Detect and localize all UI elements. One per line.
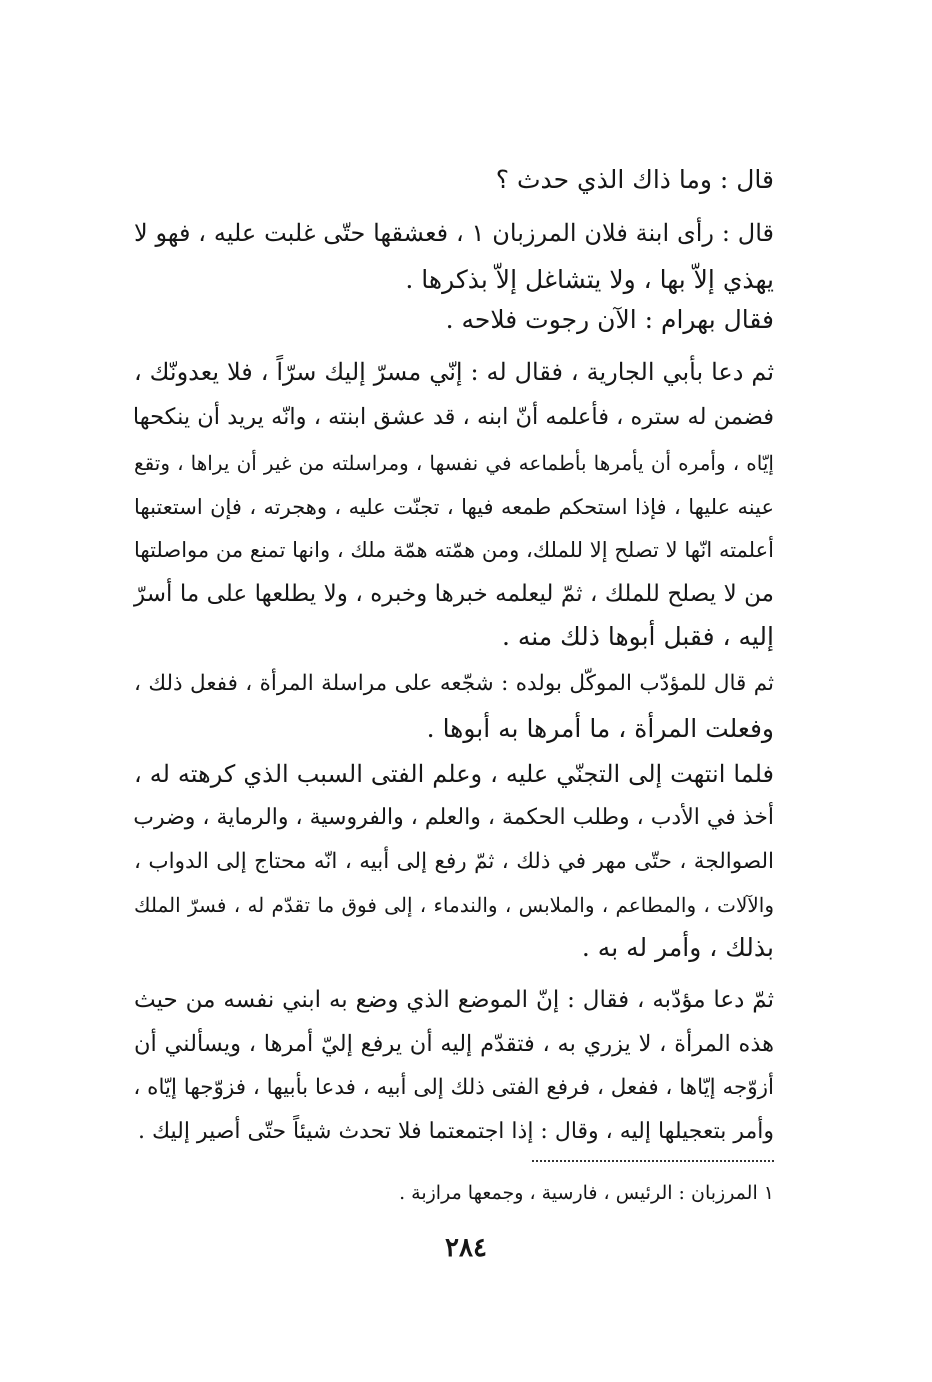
- text-line: من لا يصلح للملك ، ثمّ ليعلمه خبرها وخبره ، ولا يطلعها على ما أسرّ: [134, 581, 774, 607]
- text-line: وفعلت المرأة ، ما أمرها به أبوها .: [426, 714, 774, 743]
- text-line: قال : وما ذاك الذي حدث ؟: [495, 165, 774, 194]
- text-line: ثم قال للمؤدّب الموكّل بولده : شجّعه على مراسلة المرأة ، ففعل ذلك ،: [134, 671, 774, 696]
- text-line: والآلات ، والمطاعم ، والملابس ، والندماء ، إلى فوق ما تقدّم له ، فسرّ الملك: [134, 893, 774, 917]
- text-line: بذلك ، وأمر له به .: [581, 933, 774, 962]
- text-line: إيّاه ، وأمره أن يأمرها بأطماعه في نفسها ، ومراسلته من غير أن يراها ، وتقع: [134, 451, 774, 475]
- text-line: أخذ في الأدب ، وطلب الحكمة ، والعلم ، والفروسية ، والرماية ، وضرب: [133, 805, 774, 830]
- page-number: ٢٨٤: [445, 1233, 487, 1263]
- text-line: فلما انتهت إلى التجنّي عليه ، وعلم الفتى السبب الذي كرهته له ،: [134, 760, 774, 788]
- footnote-separator: [532, 1160, 774, 1162]
- text-line: ثمّ دعا مؤدّبه ، فقال : إنّ الموضع الذي وضع به ابني نفسه من حيث: [134, 987, 774, 1013]
- text-line: أزوّجه إيّاها ، ففعل ، فرفع الفتى ذلك إلى أبيه ، فدعا بأبيها ، فزوّجها إيّاه ،: [133, 1075, 774, 1100]
- footnote: ١ المرزبان : الرئيس ، فارسية ، وجمعها مرازبة .: [399, 1182, 774, 1204]
- text-line: الصوالجة ، حتّى مهر في ذلك ، ثمّ رفع إلى أبيه ، انّه محتاج إلى الدواب ،: [134, 849, 774, 874]
- text-line: وأمر بتعجيلها إليه ، وقال : إذا اجتمعتما فلا تحدث شيئاً حتّى أصير إليك .: [137, 1119, 774, 1144]
- text-line: هذه المرأة ، لا يزري به ، فتقدّم إليه أن يرفع إليّ أمرها ، ويسألني أن: [134, 1031, 774, 1057]
- text-line: قال : رأى ابنة فلان المرزبان ١ ، فعشقها حتّى غلبت عليه ، فهو لا: [134, 219, 774, 247]
- text-line: يهذي إلاّ بها ، ولا يتشاغل إلاّ بذكرها .: [405, 265, 774, 294]
- text-line: ثم دعا بأبي الجارية ، فقال له : إنّي مسرّ إليك سرّاً ، فلا يعدونّك ،: [134, 358, 774, 386]
- text-line: أعلمته انّها لا تصلح إلا للملك، ومن همّته همّة ملك ، وانها تمنع من مواصلتها: [134, 538, 774, 562]
- text-line: إليه ، فقبل أبوها ذلك منه .: [501, 622, 774, 651]
- text-line: عينه عليها ، فإذا استحكم طمعه فيها ، تجنّت عليه ، وهجرته ، فإن استعتبها: [134, 495, 774, 519]
- text-line: فضمن له ستره ، فأعلمه أنّ ابنه ، قد عشق ابنته ، وانّه يريد أن ينكحها: [132, 404, 774, 430]
- text-line: فقال بهرام : الآن رجوت فلاحه .: [445, 305, 774, 334]
